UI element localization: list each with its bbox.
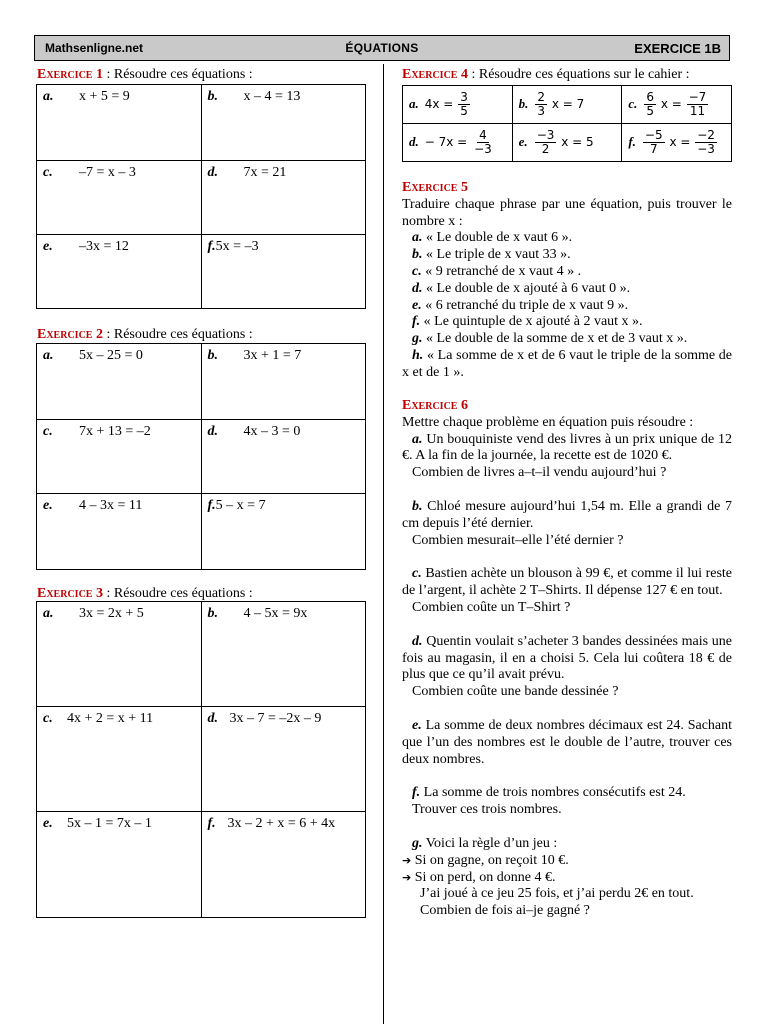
ex4-cell: c. $\frac{6}{5}$ x = $\frac{-7}{11}$ (622, 86, 732, 124)
ex2-cell: d. 4x – 3 = 0 (201, 420, 366, 494)
ex1-title (37, 67, 253, 83)
ex2-text: : Résoudre ces équations : (102, 327, 253, 342)
ex6-problem-g-text: J’ai joué à ce jeu 25 fois, et j’ai perdu 2€ en tout. (420, 886, 694, 902)
ex2-label: Exercice 2 (37, 327, 103, 342)
ex6-rule-2: ➔ Si on perd, on donne 4 €. (402, 869, 556, 885)
ex6-problem-e: e. La somme de deux nombres décimaux est 24. Sachant que l’un des nombres est le double de l’autre, trouver ces deux nombres. (402, 717, 733, 767)
ex2-cell: c. 7x + 13 = –2 (37, 420, 202, 494)
ex5-item: g. « Le double de la somme de x et de 3 vaut x ». (412, 331, 688, 347)
ex6-label: Exercice 6 (402, 398, 468, 413)
ex1-cell: f.5x = –3 (201, 235, 366, 309)
ex3-cell: b. 4 – 5x = 9x (201, 602, 366, 707)
ex2-title (37, 327, 253, 343)
ex6-question-d: Combien coûte une bande dessinée ? (412, 684, 619, 700)
ex5-item: c. « 9 retranché de x vaut 4 » . (412, 263, 582, 279)
ex1-cell: d. 7x = 21 (201, 161, 366, 235)
ex1-table (36, 84, 366, 309)
ex4-cell: b. $\frac{2}{3}$ x = 7 (512, 86, 622, 124)
ex3-text: : Résoudre ces équations : (102, 586, 253, 601)
ex6-question-g: Combien de fois ai–je gagné ? (420, 903, 590, 919)
ex5-item: a. « Le double de x vaut 6 ». (412, 230, 573, 246)
ex1-cell: b. x – 4 = 13 (201, 85, 366, 161)
ex4-label: Exercice 4 (402, 67, 468, 82)
ex5-item: f. « Le quintuple de x ajouté à 2 vaut x ». (412, 314, 643, 330)
ex2-cell: a. 5x – 25 = 0 (37, 344, 202, 420)
ex6-problem-g: g. Voici la règle d’un jeu : (412, 835, 558, 851)
ex6-problem-c: c. Bastien achète un blouson à 99 €, et comme il lui reste de l’argent, il achète 2 T–Shirts. Il dépense 127 € en tout. (402, 566, 733, 599)
exercise-id: EXERCICE 1B (634, 40, 721, 56)
page-header (34, 35, 730, 61)
ex5-intro: Traduire chaque phrase par une équation, puis trouver le nombre x : (402, 196, 732, 229)
ex3-cell: c. 4x + 2 = x + 11 (37, 707, 202, 812)
ex6-problem-b: b. Chloé mesure aujourd’hui 1,54 m. Elle a grandi de 7 cm depuis l’été dernier. (402, 498, 732, 531)
ex3-cell: e. 5x – 1 = 7x – 1 (37, 812, 202, 918)
ex6-question-b: Combien mesurait–elle l’été dernier ? (412, 532, 624, 548)
ex4-cell: f. $\frac{-5}{7}$ x = $\frac{-2}{-3}$ (622, 124, 732, 162)
ex6-question-c: Combien coûte un T–Shirt ? (412, 599, 571, 615)
ex3-cell: f. 3x – 2 + x = 6 + 4x (201, 812, 366, 918)
ex3-table (36, 601, 366, 918)
column-divider (383, 64, 384, 1024)
ex1-cell: a. x + 5 = 9 (37, 85, 202, 161)
ex6-question-a: Combien de livres a–t–il vendu aujourd’hui ? (412, 465, 667, 481)
site-name: Mathsenligne.net (45, 41, 144, 55)
ex2-cell: e. 4 – 3x = 11 (37, 494, 202, 570)
ex5-item: e. « 6 retranché du triple de x vaut 9 ». (412, 297, 629, 313)
ex1-cell: e. –3x = 12 (37, 235, 202, 309)
ex3-label: Exercice 3 (37, 586, 103, 601)
ex6-problem-a: a. Un bouquiniste vend des livres à un prix unique de 12 €. A la fin de la journée, la recette est de 1020 €. (402, 431, 732, 464)
ex6-problem-f: f. La somme de trois nombres consécutifs est 24. (412, 785, 686, 801)
ex3-cell: a. 3x = 2x + 5 (37, 602, 202, 707)
ex3-title (37, 586, 253, 602)
ex4-title (402, 67, 690, 83)
ex3-cell: d. 3x – 7 = –2x – 9 (201, 707, 366, 812)
ex1-label: Exercice 1 (37, 67, 103, 82)
ex2-cell: f.5 – x = 7 (201, 494, 366, 570)
ex4-cell: e. $\frac{-3}{2}$ x = 5 (512, 124, 622, 162)
arrow-right-icon: ➔ (402, 853, 412, 867)
ex5-section (402, 180, 732, 382)
ex4-text: : Résoudre ces équations sur le cahier : (467, 67, 690, 82)
ex6-section (402, 398, 732, 920)
ex6-question-f: Trouver ces trois nombres. (412, 802, 562, 818)
ex5-item: b. « Le triple de x vaut 33 ». (412, 247, 571, 263)
ex5-label: Exercice 5 (402, 180, 468, 195)
ex1-cell: c. –7 = x – 3 (37, 161, 202, 235)
page-title: ÉQUATIONS (345, 41, 419, 55)
ex6-rule-1: ➔ Si on gagne, on reçoit 10 €. (402, 852, 569, 868)
ex2-cell: b. 3x + 1 = 7 (201, 344, 366, 420)
ex5-item: d. « Le double de x ajouté à 6 vaut 0 ». (412, 280, 631, 296)
arrow-right-icon: ➔ (402, 870, 412, 884)
ex1-text: : Résoudre ces équations : (102, 67, 253, 82)
ex4-table (402, 85, 732, 162)
ex2-table (36, 343, 366, 570)
ex4-cell: d. − 7x = $\frac{4}{-3}$ (403, 124, 513, 162)
ex6-problem-d: d. Quentin voulait s’acheter 3 bandes dessinées mais une fois au magasin, il en a choisi 5. Cela lui coûtera 18 € de plus que ce qu’il avait prévu. (402, 633, 732, 683)
ex4-cell: a. 4x = $\frac{3}{5}$ (403, 86, 513, 124)
ex6-intro: Mettre chaque problème en équation puis résoudre : (402, 414, 694, 430)
ex5-item: h. « La somme de x et de 6 vaut le triple de la somme de x et de 1 ». (402, 347, 732, 380)
